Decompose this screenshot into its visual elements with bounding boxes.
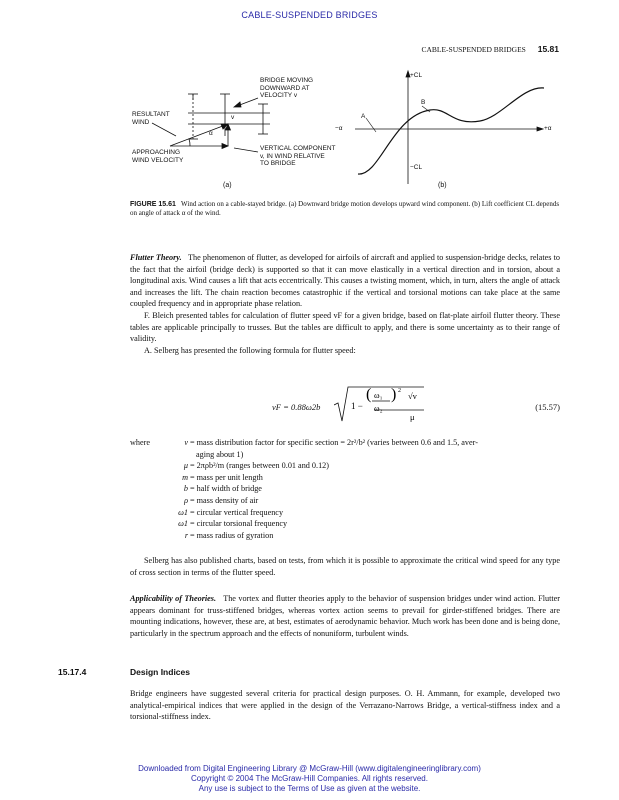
flutter-paragraph-2: F. Bleich presented tables for calculation of flutter speed vF for a given bridge, based on flat-plate airfoil flutter theory. These tables are applicable principally to trusses. But the tables are difficult to apply, and there is some uncertainty as to their range of validity. xyxy=(130,310,560,344)
section-heading xyxy=(58,667,190,677)
equation-number: (15.57) xyxy=(535,402,560,412)
applicability-section xyxy=(130,593,560,639)
svg-text:): ) xyxy=(391,386,397,403)
def-symbol: b xyxy=(183,484,188,494)
flutter-paragraph-1: The phenomenon of flutter, as developed for airfoils of aircraft and applied to suspension-bridge decks, relates to the fact that the airfoil (bridge deck) is supported so that it can move elastically in a vertical direction and in torsion, about a longitudinal axis. Wind causes a lift that acts eccentrically. This causes a twisting moment, which, in turn, alters the angle of attack and increases the lift. The chain reaction becomes catastrophic if the vertical and torsional motions can take place at the same coupled frequency and in appropriate phase relation. xyxy=(130,253,560,309)
def-symbol: r xyxy=(184,530,188,540)
resultant-arrow xyxy=(170,124,228,146)
label-alpha-a: α xyxy=(209,130,213,137)
footer-notice xyxy=(0,764,619,794)
label-point-b: B xyxy=(421,99,426,106)
def-text: = circular torsional frequency xyxy=(190,519,288,529)
label-minus-alpha: −α xyxy=(335,125,343,132)
running-header xyxy=(421,44,559,54)
page-number: 15.81 xyxy=(537,44,559,54)
label-minus-cl: −CL xyxy=(410,164,423,171)
download-banner: CABLE-SUSPENDED BRIDGES xyxy=(241,10,378,20)
selberg-charts-paragraph xyxy=(130,555,560,578)
panel-a-label: (a) xyxy=(223,182,232,189)
flutter-section xyxy=(130,252,560,356)
figure-15-61 xyxy=(130,66,560,196)
svg-text:ω₂: ω₂ xyxy=(374,403,383,413)
label-plus-cl: +CL xyxy=(410,72,423,79)
panel-b-label: (b) xyxy=(438,182,447,189)
def-text: = half width of bridge xyxy=(190,484,262,494)
design-indices-text: Bridge engineers have suggested several criteria for practical design purposes. O. H. Ammann, for example, developed two analytical-empirical indices that were applied in the design of the Verrazano-Narrows Bridge, a vertical-stiffness index and a torsional-stiffness index. xyxy=(130,689,560,722)
applicability-text: The vortex and flutter theories apply to the behavior of suspension bridges under wind action. Flutter appears dominant for truss-stiffened bridges, whereas vortex action seems to prevail for girder-stiffened bridges. There are mounting indications, however, these are, at best, estimates of aerodynamic behavior. Much work has been done and is being done, particularly in the spectrum approach and the effects of nonuniform, turbulent winds. xyxy=(130,594,561,638)
def-symbol: m xyxy=(182,472,188,482)
def-text: = 2πρb²/m (ranges between 0.01 and 0.12) xyxy=(190,461,329,471)
running-title: CABLE-SUSPENDED BRIDGES xyxy=(421,45,526,54)
footer-line-3: Any use is subject to the Terms of Use as given at the website. xyxy=(198,784,421,793)
flutter-heading: Flutter Theory. xyxy=(130,253,182,262)
svg-text:√v: √v xyxy=(408,391,417,401)
section-title: Design Indices xyxy=(130,667,190,677)
section-number: 15.17.4 xyxy=(58,667,87,677)
def-text: = mass radius of gyration xyxy=(190,530,274,540)
def-symbol: ρ xyxy=(184,495,188,505)
figure-drawing xyxy=(130,66,560,196)
equation-lhs: vF = 0.88ω2b xyxy=(272,402,321,412)
equation-radical xyxy=(334,383,454,425)
label-approaching-wind: APPROACHING WIND VELOCITY xyxy=(132,149,184,164)
def-text: = circular vertical frequency xyxy=(190,507,284,517)
equation-15-57 xyxy=(130,383,560,425)
flutter-paragraph-3: A. Selberg has presented the following formula for flutter speed: xyxy=(144,345,356,355)
figure-caption xyxy=(130,200,560,218)
def-text: = mass distribution factor for specific section = 2r²/b² (varies between 0.6 and 1.5, aver- xyxy=(190,438,478,447)
footer-line-2: Copyright © 2004 The McGraw-Hill Companies. All rights reserved. xyxy=(191,774,428,783)
def-text: aging about 1) xyxy=(196,449,244,459)
svg-text:1 −: 1 − xyxy=(351,401,363,411)
caption-label: FIGURE 15.61 xyxy=(130,201,176,208)
where-intro: where xyxy=(130,438,151,447)
label-plus-alpha: +α xyxy=(544,125,552,132)
variable-definitions xyxy=(130,437,560,541)
applicability-heading: Applicability of Theories. xyxy=(130,594,217,603)
label-resultant-wind: RESULTANT WIND xyxy=(132,111,170,126)
lift-coefficient-plot xyxy=(355,71,544,184)
label-vertical-component: VERTICAL COMPONENT v, IN WIND RELATIVE TO BRIDGE xyxy=(260,145,336,167)
def-symbol: ω1 xyxy=(178,507,188,517)
design-indices-paragraph xyxy=(130,688,560,723)
def-symbol: ω1 xyxy=(178,519,188,529)
svg-text:2: 2 xyxy=(398,388,401,394)
label-v: v xyxy=(231,114,235,121)
label-bridge-moving: BRIDGE MOVING DOWNWARD AT VELOCITY v xyxy=(260,77,314,99)
label-point-a: A xyxy=(361,113,366,120)
selberg-charts-text: Selberg has also published charts, based on tests, from which it is possible to approximate the critical wind speed for any type of cross section in terms of the flutter speed. xyxy=(130,556,560,577)
svg-text:(: ( xyxy=(366,386,372,403)
lift-curve xyxy=(358,88,544,174)
def-symbol: μ xyxy=(183,461,188,471)
caption-text: Wind action on a cable-stayed bridge. (a) Downward bridge motion develops upward wind component. (b) Lift coefficient CL depends on angle of attack α of the wind. xyxy=(130,200,560,217)
def-symbol: v xyxy=(184,438,188,447)
footer-line-1[interactable]: Downloaded from Digital Engineering Library @ McGraw-Hill (www.digitalengineeringlibrary.com) xyxy=(138,764,481,773)
svg-text:μ: μ xyxy=(410,412,415,422)
def-text: = mass per unit length xyxy=(190,472,263,482)
def-text: = mass density of air xyxy=(190,495,259,505)
svg-text:ω₁: ω₁ xyxy=(374,390,383,400)
wind-vector-diagram xyxy=(152,94,270,152)
